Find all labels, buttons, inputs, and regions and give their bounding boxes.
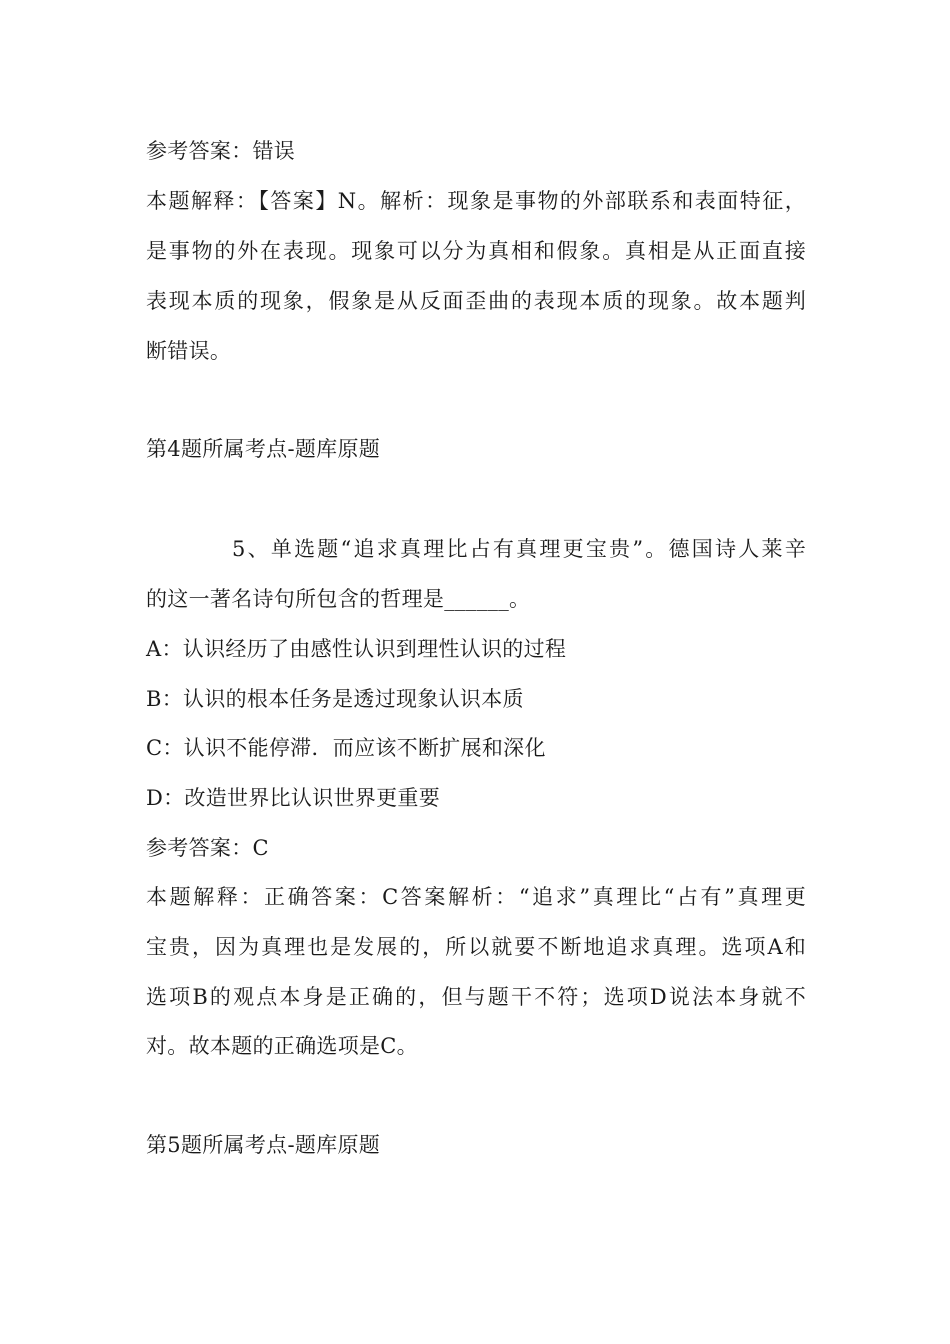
q4-answer: 参考答案：错误 (146, 139, 296, 163)
q5-explanation-line-1: 本题解释：正确答案：C答案解析：“追求”真理比“占有”真理更 (146, 885, 806, 909)
q5-answer: 参考答案：C (146, 836, 269, 860)
q4-knowledge-point: 第4题所属考点-题库原题 (146, 437, 381, 461)
q5-stem-line-2: 的这一著名诗句所包含的哲理是______。 (146, 587, 531, 611)
q5-option-b: B：认识的根本任务是透过现象认识本质 (146, 687, 524, 711)
q4-explanation-line-2: 是事物的外在表现。现象可以分为真相和假象。真相是从正面直接 (146, 239, 806, 263)
q5-option-c: C：认识不能停滞．而应该不断扩展和深化 (146, 736, 546, 760)
q5-option-d: D：改造世界比认识世界更重要 (146, 786, 441, 810)
q5-option-a: A：认识经历了由感性认识到理性认识的过程 (146, 637, 567, 661)
q5-stem-line-1: 5、单选题“追求真理比占有真理更宝贵”。德国诗人莱辛 (232, 537, 806, 561)
q5-explanation-line-4: 对。故本题的正确选项是C。 (146, 1034, 418, 1058)
q5-explanation-line-3: 选项B的观点本身是正确的，但与题干不符；选项D说法本身就不 (146, 985, 806, 1009)
q5-explanation-line-2: 宝贵，因为真理也是发展的，所以就要不断地追求真理。选项A和 (146, 935, 806, 959)
q4-explanation-line-3: 表现本质的现象，假象是从反面歪曲的表现本质的现象。故本题判 (146, 289, 806, 313)
q5-knowledge-point: 第5题所属考点-题库原题 (146, 1133, 381, 1157)
q4-explanation-line-4: 断错误。 (146, 339, 232, 363)
q4-explanation-line-1: 本题解释：【答案】N。解析：现象是事物的外部联系和表面特征， (146, 189, 806, 213)
